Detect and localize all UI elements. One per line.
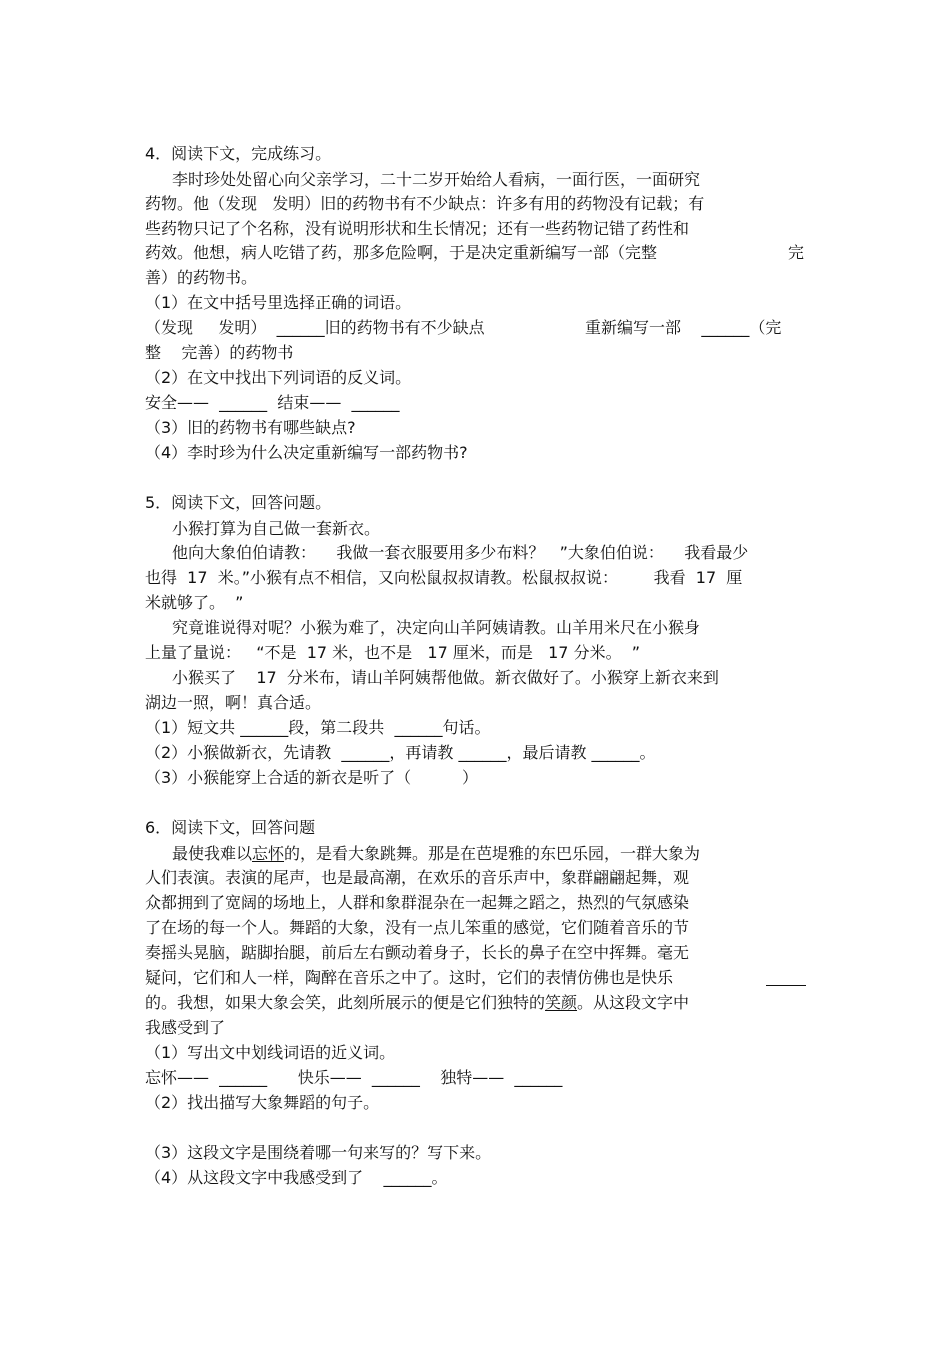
q4-passage-line-end: 完 — [788, 243, 805, 262]
q4-sub-question-1: （1）在文中括号里选择正确的词语。 — [145, 293, 412, 312]
q4-passage-line: 李时珍处处留心向父亲学习，二十二岁开始给人看病，一面行医，一面研究 — [172, 170, 701, 189]
q4-passage-line: 些药物只记了个名称，没有说明形状和生长情况；还有一些药物记错了药性和 — [145, 219, 690, 238]
q6-text: 。从这段文字中 — [577, 993, 690, 1012]
q6-sub-question-2: （2）找出描写大象舞蹈的句子。 — [145, 1093, 380, 1112]
q5-title: 5．阅读下文，回答问题。 — [145, 493, 332, 512]
q6-sub-question-1: （1）写出文中划线词语的近义词。 — [145, 1043, 396, 1062]
q4-title: 4．阅读下文，完成练习。 — [145, 144, 332, 163]
q6-text: 最使我难以 — [172, 844, 253, 863]
q4-passage-line: 药物。他（发现 发明）旧的药物书有不少缺点：许多有用的药物没有记载；有 — [145, 194, 705, 213]
q5-passage-line: 也得 17 米。”小猴有点不相信，又向松鼠叔叔请教。松鼠叔叔说： 我看 17 厘 — [145, 568, 743, 587]
q5-passage-line: 他向大象伯伯请教： 我做一套衣服要用多少布料？ ”大象伯伯说： 我看最少 — [172, 543, 749, 562]
q4-sub-question-4: （4）李时珍为什么决定重新编写一部药物书? — [145, 443, 468, 462]
q6-text: 的。我想，如果大象会笑，此刻所展示的便是它们独特的 — [145, 993, 546, 1012]
q6-sub-question-4: （4）从这段文字中我感受到了 ______。 — [145, 1168, 448, 1187]
q6-passage-line: 我感受到了 — [145, 1018, 226, 1037]
q6-passage-line: 人们表演。表演的尾声，也是最高潮，在欢乐的音乐声中，象群翩翩起舞，观 — [145, 868, 690, 887]
q5-passage-line: 湖边一照，啊！真合适。 — [145, 693, 322, 712]
q4-sub-question-3: （3）旧的药物书有哪些缺点? — [145, 418, 356, 437]
q4-passage-line: 善）的药物书。 — [145, 268, 258, 287]
q6-title: 6．阅读下文，回答问题 — [145, 818, 316, 837]
q5-passage-line: 上量了量说： “不是 17 米，也不是 17 厘米，而是 17 分米。 ” — [145, 643, 641, 662]
q6-passage-line: 众都拥到了宽阔的场地上，人群和象群混杂在一起舞之蹈之，热烈的气氛感染 — [145, 893, 690, 912]
q4-word-choice-2: 重新编写一部 ______（完 — [585, 318, 782, 337]
underlined-word: 忘怀 — [252, 844, 285, 863]
q4-antonym-blanks: 安全—— ______ 结束—— ______ — [145, 393, 400, 412]
q6-text: 的，是看大象跳舞。那是在芭堤雅的东巴乐园，一群大象为 — [284, 844, 701, 863]
q5-passage-line: 究竟谁说得对呢？小猴为难了，决定向山羊阿姨请教。山羊用米尺在小猴身 — [172, 618, 701, 637]
q5-passage-line: 米就够了。 ” — [145, 593, 244, 612]
q4-word-choice-2-cont: 整 完善）的药物书 — [145, 343, 294, 362]
q5-sub-question-1: （1）短文共 ______段，第二段共 ______句话。 — [145, 718, 491, 737]
q6-passage-line — [145, 992, 689, 1014]
q4-passage-line: 药效。他想，病人吃错了药，那多危险啊，于是决定重新编写一部（完整 — [145, 243, 658, 262]
q5-sub-question-3: （3）小猴能穿上合适的新衣是听了（ ） — [145, 768, 479, 787]
q6-passage-line — [172, 843, 700, 865]
q5-passage-line: 小猴买了 17 分米布，请山羊阿姨帮他做。新衣做好了。小猴穿上新衣来到 — [172, 668, 719, 687]
q5-sub-question-2: （2）小猴做新衣，先请教 ______，再请教 ______，最后请教 ______。 — [145, 743, 656, 762]
q4-sub-question-2: （2）在文中找出下列词语的反义词。 — [145, 368, 412, 387]
q6-synonym-blanks: 忘怀—— ______ 快乐—— ______ 独特—— ______ — [145, 1068, 563, 1087]
q4-word-choice-1: （发现 发明） ______旧的药物书有不少缺点 — [145, 318, 485, 337]
q5-passage-line: 小猴打算为自己做一套新衣。 — [172, 519, 381, 538]
q6-passage-line: 了在场的每一个人。舞蹈的大象，没有一点儿笨重的感觉，它们随着音乐的节 — [145, 918, 690, 937]
q6-sub-question-3: （3）这段文字是围绕着哪一句来写的？写下来。 — [145, 1143, 492, 1162]
q6-passage-line: 疑问，它们和人一样，陶醉在音乐之中了。这时，它们的表情仿佛也是快乐 — [145, 968, 674, 987]
q6-passage-line: 奏摇头晃脑，踮脚抬腿，前后左右颤动着身子，长长的鼻子在空中挥舞。毫无 — [145, 943, 690, 962]
underlined-word: 笑颜 — [545, 993, 578, 1012]
answer-blank — [766, 985, 806, 986]
